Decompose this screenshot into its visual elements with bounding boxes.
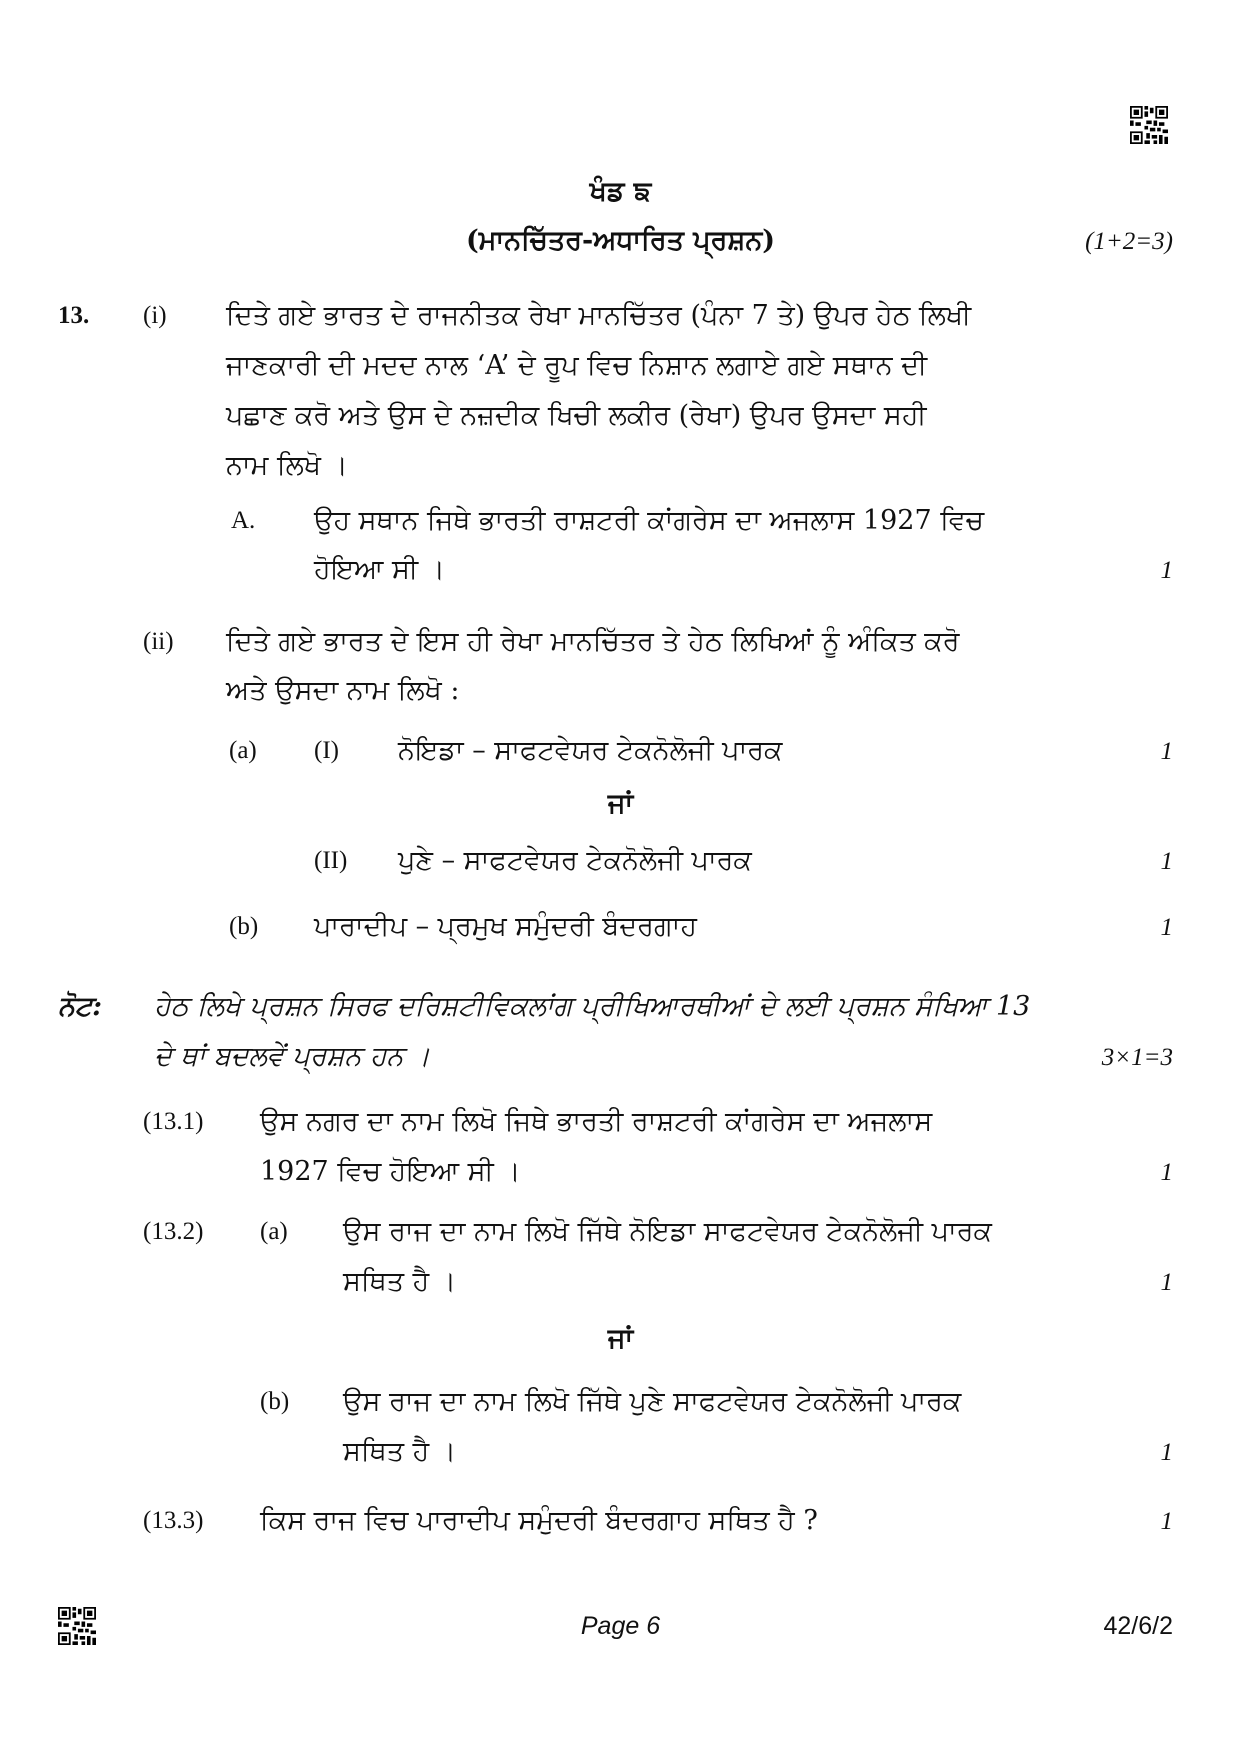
sub-a-ii-label: (II) [314,847,348,874]
sub-b-text: ਪਾਰਾਦੀਪ – ਪ੍ਰਮੁਖ ਸਮੁੰਦਰੀ ਬੰਦਰਗਾਹ [314,911,697,942]
part-i-line: ਜਾਣਕਾਰੀ ਦੀ ਮਦਦ ਨਾਲ ‘A’ ਦੇ ਰੂਪ ਵਿਚ ਨਿਸ਼ਾਨ ਲਗਾਏ ਗਏ ਸਥਾਨ ਦੀ [226,350,928,381]
part-i-line: ਦਿਤੇ ਗਏ ਭਾਰਤ ਦੇ ਰਾਜਨੀਤਕ ਰੇਖਾ ਮਾਨਚਿੱਤਰ (ਪੰਨਾ 7 ਤੇ) ਉਪਰ ਹੇਠ ਲਿਖੀ [226,300,972,331]
q133-text: ਕਿਸ ਰਾਜ ਵਿਚ ਪਾਰਾਦੀਪ ਸਮੁੰਦਰੀ ਬੰਦਰਗਾਹ ਸਥਿਤ ਹੈ ? [260,1505,818,1536]
q133-label: (13.3) [143,1507,204,1534]
marks: 1 [1160,557,1173,584]
q131-line: ਉਸ ਨਗਰ ਦਾ ਨਾਮ ਲਿਖੋ ਜਿਥੇ ਭਾਰਤੀ ਰਾਸ਼ਟਰੀ ਕਾਂਗਰੇਸ ਦਾ ਅਜਲਾਸ [260,1106,933,1137]
section-subtitle: (ਮਾਨਚਿੱਤਰ-ਅਧਾਰਿਤ ਪ੍ਰਸ਼ਨ) [465,225,776,256]
q132-a-line: ਸਥਿਤ ਹੈ । [343,1266,457,1297]
q132-a-label: (a) [260,1218,288,1245]
item-a-line: ਉਹ ਸਥਾਨ ਜਿਥੇ ਭਾਰਤੀ ਰਾਸ਼ਟਰੀ ਕਾਂਗਰੇਸ ਦਾ ਅਜਲਾਸ 1927 ਵਿਚ [314,505,984,536]
section-marks: (1+2=3) [1085,228,1173,255]
item-a-line: ਹੋਇਆ ਸੀ । [314,554,445,585]
part-ii-line: ਅਤੇ ਉਸਦਾ ਨਾਮ ਲਿਖੋ : [226,675,460,706]
marks: 1 [1160,1269,1173,1296]
note-marks: 3×1=3 [1101,1044,1173,1071]
paper-code: 42/6/2 [1103,1612,1173,1640]
qr-code-icon [1130,106,1168,144]
sub-a-i-text: ਨੋਇਡਾ – ਸਾਫਟਵੇਯਰ ਟੇਕਨੋਲੋਜੀ ਪਾਰਕ [398,735,783,766]
item-a-label: A. [231,507,256,534]
sub-a-i-label: (I) [314,737,339,764]
q132-b-label: (b) [260,1388,290,1415]
question-number: 13. [58,302,90,329]
q131-line: 1927 ਵਿਚ ਹੋਇਆ ਸੀ । [260,1156,521,1187]
or-separator: ਜਾਂ [607,788,634,819]
section-title: ਖੰਡ ਙ [589,176,652,207]
part-ii-line: ਦਿਤੇ ਗਏ ਭਾਰਤ ਦੇ ਇਸ ਹੀ ਰੇਖਾ ਮਾਨਚਿੱਤਰ ਤੇ ਹੇਠ ਲਿਖਿਆਂ ਨੂੰ ਅੰਕਿਤ ਕਰੋ [226,626,960,657]
sub-a-label: (a) [229,737,257,764]
marks: 1 [1160,1439,1173,1466]
marks: 1 [1160,848,1173,875]
sub-a-ii-text: ਪੁਣੇ – ਸਾਫਟਵੇਯਰ ਟੇਕਨੋਲੋਜੀ ਪਾਰਕ [398,845,752,876]
sub-b-label: (b) [229,913,259,940]
page-number: Page 6 [580,1612,661,1640]
q131-label: (13.1) [143,1108,204,1135]
q132-b-line: ਸਥਿਤ ਹੈ । [343,1436,457,1467]
note-line: ਹੇਠ ਲਿਖੇ ਪ੍ਰਸ਼ਨ ਸਿਰਫ ਦਰਿਸ਼ਟੀਵਿਕਲਾਂਗ ਪ੍ਰੀਖਿਆਰਥੀਆਂ ਦੇ ਲਈ ਪ੍ਰਸ਼ਨ ਸੰਖਿਆ 13 [154,991,1031,1022]
note-line: ਦੇ ਥਾਂ ਬਦਲਵੇਂ ਪ੍ਰਸ਼ਨ ਹਨ । [154,1041,431,1072]
q132-b-line: ਉਸ ਰਾਜ ਦਾ ਨਾਮ ਲਿਖੋ ਜਿੱਥੇ ਪੁਣੇ ਸਾਫਟਵੇਯਰ ਟੇਕਨੋਲੋਜੀ ਪਾਰਕ [343,1386,962,1417]
part-i-label: (i) [143,302,167,329]
part-ii-label: (ii) [143,628,174,655]
marks: 1 [1160,1159,1173,1186]
marks: 1 [1160,914,1173,941]
note-label: ਨੋਟ: [58,991,103,1022]
part-i-line: ਨਾਮ ਲਿਖੋ । [226,450,348,481]
marks: 1 [1160,1508,1173,1535]
marks: 1 [1160,738,1173,765]
or-separator: ਜਾਂ [607,1323,634,1354]
part-i-line: ਪਛਾਣ ਕਰੋ ਅਤੇ ਉਸ ਦੇ ਨਜ਼ਦੀਕ ਖਿਚੀ ਲਕੀਰ (ਰੇਖਾ) ਉਪਰ ਉਸਦਾ ਸਹੀ [226,400,927,431]
q132-label: (13.2) [143,1218,204,1245]
q132-a-line: ਉਸ ਰਾਜ ਦਾ ਨਾਮ ਲਿਖੋ ਜਿੱਥੇ ਨੋਇਡਾ ਸਾਫਟਵੇਯਰ ਟੇਕਨੋਲੋਜੀ ਪਾਰਕ [343,1216,992,1247]
